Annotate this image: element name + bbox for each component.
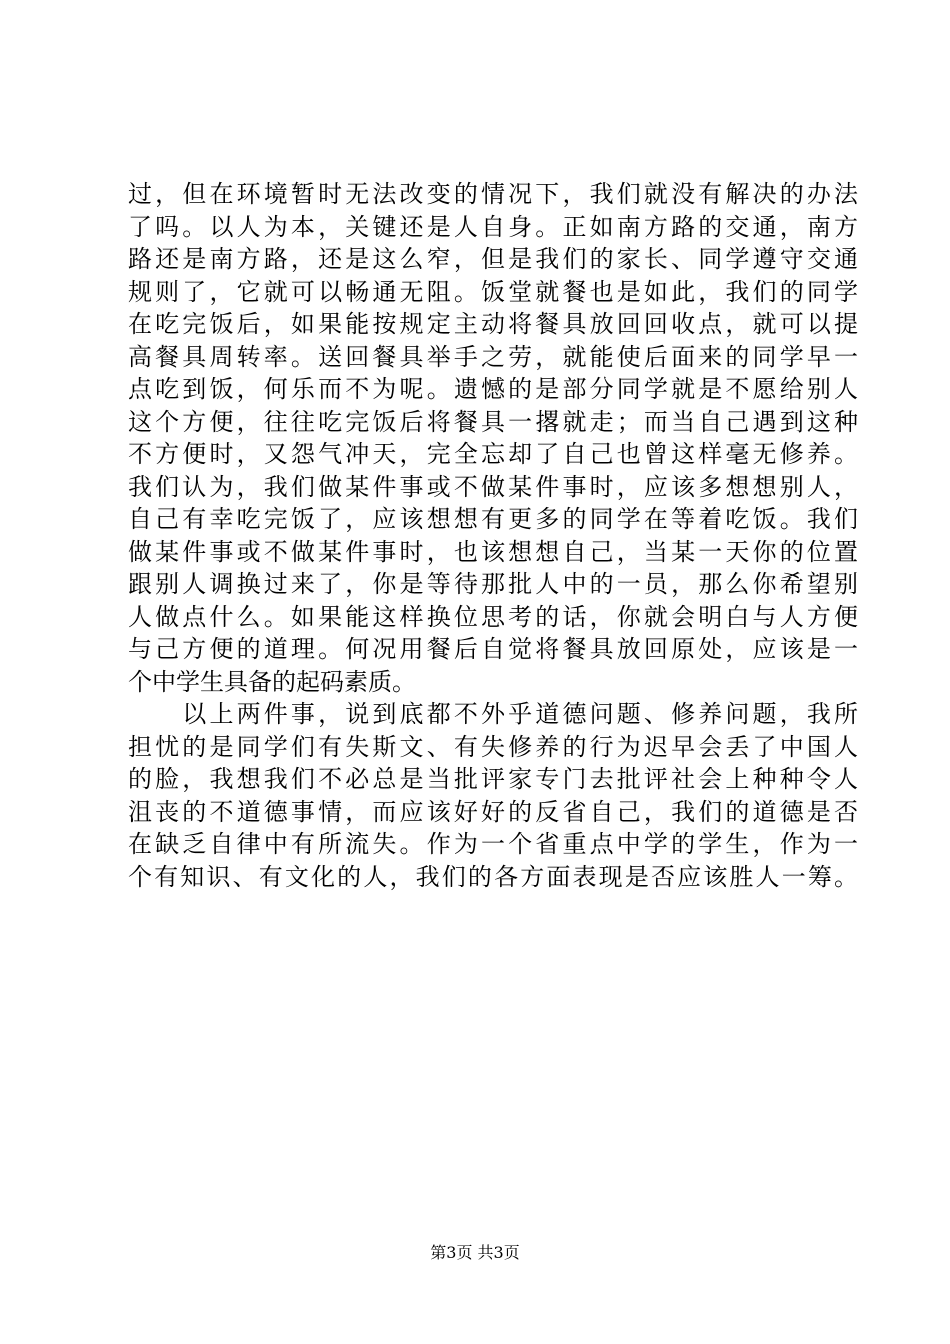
text-line: 这个方便，往往吃完饭后将餐具一撂就走；而当自己遇到这种 [128,407,858,436]
text-line: 了吗。以人为本，关键还是人自身。正如南方路的交通，南方 [128,212,858,241]
text-line: 路还是南方路，还是这么窄，但是我们的家长、同学遵守交通 [128,245,858,273]
text-line: 人做点什么。如果能这样换位思考的话，你就会明白与人方便 [128,602,858,631]
page-number: 第3页 共3页 [430,1243,520,1262]
body-text [128,178,858,893]
text-line: 跟别人调换过来了，你是等待那批人中的一员，那么你希望别 [128,570,858,598]
page-footer [0,1243,950,1263]
text-line: 规则了，它就可以畅通无阻。饭堂就餐也是如此，我们的同学 [128,277,858,306]
text-line: 点吃到饭，何乐而不为呢。遗憾的是部分同学就是不愿给别人 [128,375,858,403]
paragraph-end-line: 个中学生具备的起码素质。 [128,667,416,696]
text-line: 沮丧的不道德事情，而应该好好的反省自己，我们的道德是否 [128,797,858,826]
text-line: 我们认为，我们做某件事或不做某件事时，应该多想想别人， [128,472,858,501]
text-line: 过，但在环境暂时无法改变的情况下，我们就没有解决的办法 [128,180,858,208]
paragraph-start-line: 以上两件事，说到底都不外乎道德问题、修养问题，我所 [128,700,858,728]
text-line: 在吃完饭后，如果能按规定主动将餐具放回回收点，就可以提 [128,310,858,338]
text-line: 做某件事或不做某件事时，也该想想自己，当某一天你的位置 [128,537,858,566]
text-line: 高餐具周转率。送回餐具举手之劳，就能使后面来的同学早一 [128,342,858,371]
text-line: 在缺乏自律中有所流失。作为一个省重点中学的学生，作为一 [128,830,858,858]
text-line: 自己有幸吃完饭了，应该想想有更多的同学在等着吃饭。我们 [128,505,858,533]
text-line: 与己方便的道理。何况用餐后自觉将餐具放回原处，应该是一 [128,635,858,663]
text-line: 个有知识、有文化的人，我们的各方面表现是否应该胜人一筹。 [128,862,858,891]
text-line: 担忧的是同学们有失斯文、有失修养的行为迟早会丢了中国人 [128,732,858,761]
text-line: 不方便时，又怨气冲天，完全忘却了自己也曾这样毫无修养。 [128,440,858,468]
text-line: 的脸，我想我们不必总是当批评家专门去批评社会上种种令人 [128,765,858,793]
